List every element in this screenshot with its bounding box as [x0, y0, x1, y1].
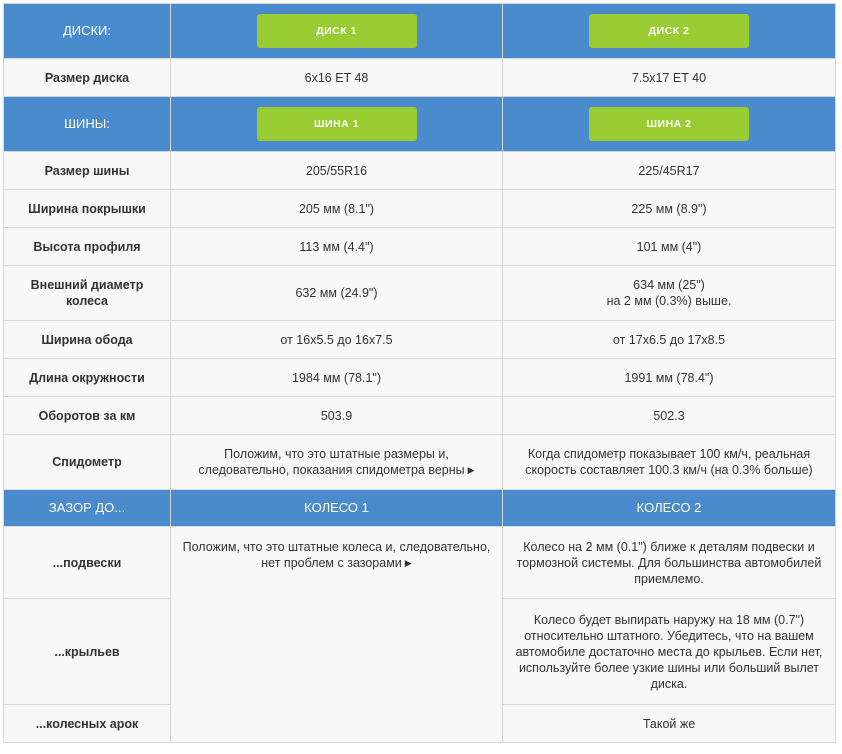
disk1-button[interactable]: ДИСК 1: [257, 14, 417, 48]
wheel2-header: КОЛЕСО 2: [503, 490, 836, 527]
revs-per-km-value-1: 503.9: [171, 397, 503, 435]
suspension-label: ...подвески: [4, 527, 171, 599]
tire-size-value-2: 225/45R17: [503, 152, 836, 190]
tire2-button[interactable]: ШИНА 2: [589, 107, 749, 141]
arches-value-2: Такой же: [503, 705, 836, 743]
outer-diameter-value-1: 632 мм (24.9"): [171, 266, 503, 321]
table-row: [4, 228, 836, 266]
disk2-cell: [503, 4, 836, 59]
outer-diameter-value-2: [503, 266, 836, 321]
wheel1-clearance-text: Положим, что это штатные колеса и, следовательно, нет проблем с зазорами: [182, 540, 491, 570]
profile-height-value-1: 113 мм (4.4"): [171, 228, 503, 266]
tires-header-row: [4, 97, 836, 152]
tire1-button[interactable]: ШИНА 1: [257, 107, 417, 141]
tire-width-label: Ширина покрышки: [4, 190, 171, 228]
tire2-cell: [503, 97, 836, 152]
tires-header: ШИНЫ:: [4, 97, 171, 152]
clearance-header-row: [4, 490, 836, 527]
arches-label: ...колесных арок: [4, 705, 171, 743]
speedometer-row: [4, 435, 836, 490]
triangle-right-icon[interactable]: ▶: [404, 558, 412, 568]
outer-diameter-label: Внешний диаметр колеса: [4, 266, 171, 321]
circumference-label: Длина окружности: [4, 359, 171, 397]
disks-header-row: [4, 4, 836, 59]
revs-per-km-value-2: 502.3: [503, 397, 836, 435]
outer-diameter-value-2-main: 634 мм (25"): [633, 278, 705, 292]
rim-width-value-2: от 17x6.5 до 17x8.5: [503, 321, 836, 359]
triangle-right-icon[interactable]: ▶: [467, 465, 475, 475]
profile-height-value-2: 101 мм (4"): [503, 228, 836, 266]
table-row: [4, 359, 836, 397]
disk-size-value-1: 6x16 ET 48: [171, 59, 503, 97]
disk-size-value-2: 7.5x17 ET 40: [503, 59, 836, 97]
table-row: [4, 397, 836, 435]
speedometer-value-1[interactable]: [171, 435, 503, 490]
disks-header: ДИСКИ:: [4, 4, 171, 59]
disk1-cell: [171, 4, 503, 59]
tire1-cell: [171, 97, 503, 152]
disk2-button[interactable]: ДИСК 2: [589, 14, 749, 48]
suspension-value-2: Колесо на 2 мм (0.1") ближе к деталям подвески и тормозной системы. Для большинства автомобилей приемлемо.: [503, 527, 836, 599]
circumference-value-1: 1984 мм (78.1"): [171, 359, 503, 397]
profile-height-label: Высота профиля: [4, 228, 171, 266]
table-row: [4, 190, 836, 228]
wheel1-header: КОЛЕСО 1: [171, 490, 503, 527]
fenders-label: ...крыльев: [4, 599, 171, 705]
disk-size-label: Размер диска: [4, 59, 171, 97]
circumference-value-2: 1991 мм (78.4"): [503, 359, 836, 397]
revs-per-km-label: Оборотов за км: [4, 397, 171, 435]
speedometer-note-1: Положим, что это штатные размеры и, следовательно, показания спидометра верны: [198, 447, 465, 477]
rim-width-label: Ширина обода: [4, 321, 171, 359]
suspension-row: [4, 527, 836, 599]
wheel1-clearance-note[interactable]: [171, 527, 503, 743]
tire-comparison-table: [3, 3, 836, 743]
disk-size-row: [4, 59, 836, 97]
rim-width-value-1: от 16x5.5 до 16x7.5: [171, 321, 503, 359]
table-row: [4, 321, 836, 359]
tire-width-value-2: 225 мм (8.9"): [503, 190, 836, 228]
fenders-value-2: Колесо будет выпирать наружу на 18 мм (0.7") относительно штатного. Убедитесь, что на вашем автомобиле достаточно места до крыльев. Если нет, используйте более узкие шины или больший вылет диска.: [503, 599, 836, 705]
tire-width-value-1: 205 мм (8.1"): [171, 190, 503, 228]
speedometer-value-2: Когда спидометр показывает 100 км/ч, реальная скорость составляет 100.3 км/ч (на 0.3% больше): [503, 435, 836, 490]
tire-size-value-1: 205/55R16: [171, 152, 503, 190]
outer-diameter-value-2-diff: на 2 мм (0.3%) выше.: [606, 294, 732, 308]
speedometer-label: Спидометр: [4, 435, 171, 490]
tire-size-label: Размер шины: [4, 152, 171, 190]
table-row: [4, 152, 836, 190]
clearance-header: ЗАЗОР ДО...: [4, 490, 171, 527]
table-row: [4, 266, 836, 321]
